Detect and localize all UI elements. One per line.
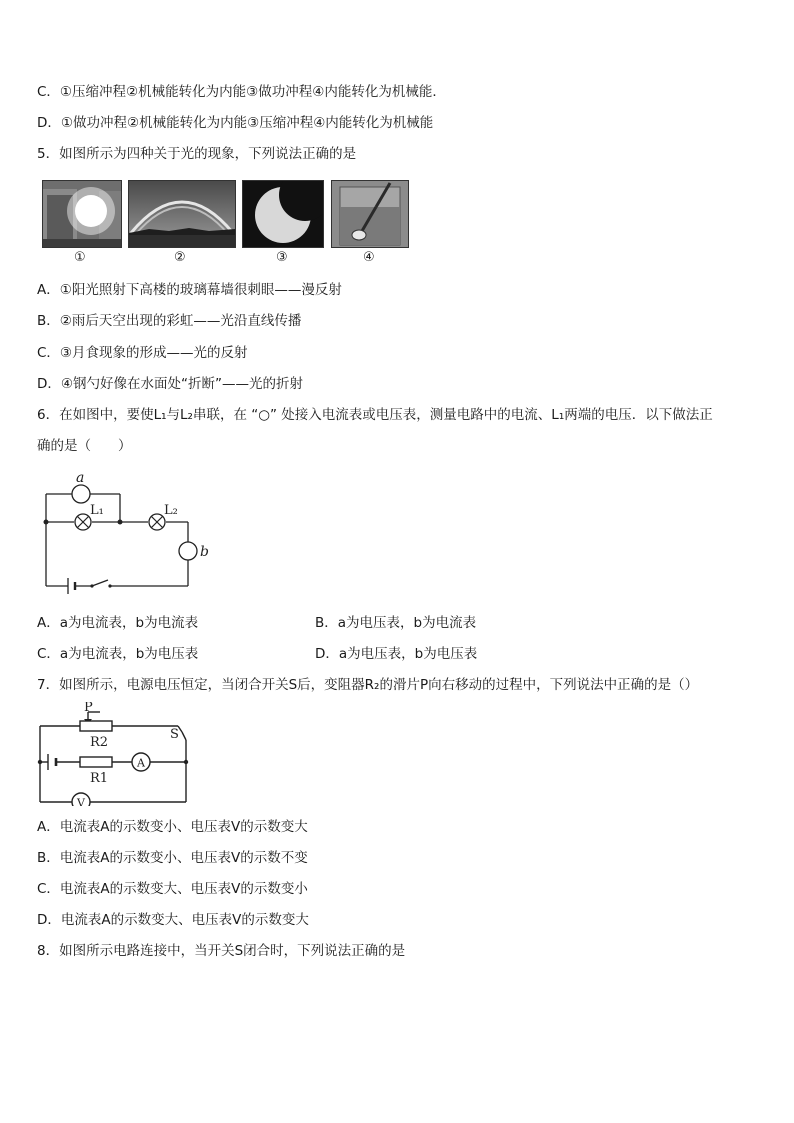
q7-stem: 7．如图所示，电源电压恒定，当闭合开关S后，变阻器R₂的滑片P向右移动的过程中，下列说法中正确的是（） [37,677,699,693]
label-s: S [170,727,179,742]
battery-icon [68,578,75,594]
label-l1: L₁ [90,503,104,518]
q7-option-d: D．电流表A的示数变大、电压表V的示数变大 [37,912,309,928]
photo-label-1: ① [74,250,86,265]
q6-option-a: A．a为电流表，b为电流表 [37,615,199,631]
q6-stem-line1: 6．在如图中，要使L₁与L₂串联，在 “○” 处接入电流表或电压表，测量电路中的电流、L₁两端的电压．以下做法正 [37,407,713,423]
meter-b-circle [179,542,197,560]
q5-option-a: A．①阳光照射下高楼的玻璃幕墙很刺眼——漫反射 [37,282,342,298]
lamp-l2-icon [149,514,165,530]
label-r1: R1 [90,771,109,786]
photo-building-glare [42,180,122,248]
meter-a-circle [72,485,90,503]
label-a: a [76,470,85,486]
q6-circuit-diagram [30,464,230,594]
resistor-r1 [80,757,112,767]
switch-pivot-dot [90,584,93,587]
junction-dot-right [118,520,123,525]
q5-photo-strip [40,180,420,265]
label-p: P [84,702,93,715]
q6-option-b: B．a为电压表，b为电流表 [315,615,477,631]
resistor-r2 [80,721,112,731]
q5-option-b: B．②雨后天空出现的彩虹——光沿直线传播 [37,313,302,329]
label-l2: L₂ [164,503,178,518]
junction-dot-left [38,760,42,764]
q5-option-d: D．④钢勺好像在水面处“折断”——光的折射 [37,376,303,392]
q4-option-c: C．①压缩冲程②机械能转化为内能③做功冲程④内能转化为机械能． [37,84,446,100]
label-b: b [200,544,209,560]
photo-rainbow [128,180,236,248]
q5-stem: 5．如图所示为四种关于光的现象，下列说法正确的是 [37,146,357,162]
battery-icon [48,754,56,770]
switch-contact-dot [108,584,111,587]
label-a: A [137,756,145,770]
q6-option-c: C．a为电流表，b为电压表 [37,646,199,662]
q4-option-d: D．①做功冲程②机械能转化为内能③压缩冲程④内能转化为机械能 [37,115,434,131]
junction-dot-right [184,760,188,764]
q7-option-b: B．电流表A的示数变小、电压表V的示数不变 [37,850,308,866]
q8-stem: 8．如图所示电路连接中，当开关S闭合时，下列说法正确的是 [37,943,406,959]
q7-option-a: A．电流表A的示数变小、电压表V的示数变大 [37,819,308,835]
q7-option-c: C．电流表A的示数变大、电压表V的示数变小 [37,881,308,897]
photo-label-3: ③ [276,250,288,265]
photo-label-4: ④ [363,250,375,265]
label-v: V [77,796,85,806]
photo-label-2: ② [174,250,186,265]
q6-stem-line2: 确的是（ ） [37,438,132,454]
label-r2: R2 [90,735,109,750]
q6-option-d: D．a为电压表，b为电压表 [315,646,478,662]
junction-dot-left [44,520,49,525]
lamp-l1-icon [75,514,91,530]
q5-option-c: C．③月食现象的形成——光的反射 [37,345,248,361]
photo-spoon-in-water [331,180,409,248]
q7-circuit-diagram [30,702,200,806]
photo-lunar-eclipse [242,180,324,248]
